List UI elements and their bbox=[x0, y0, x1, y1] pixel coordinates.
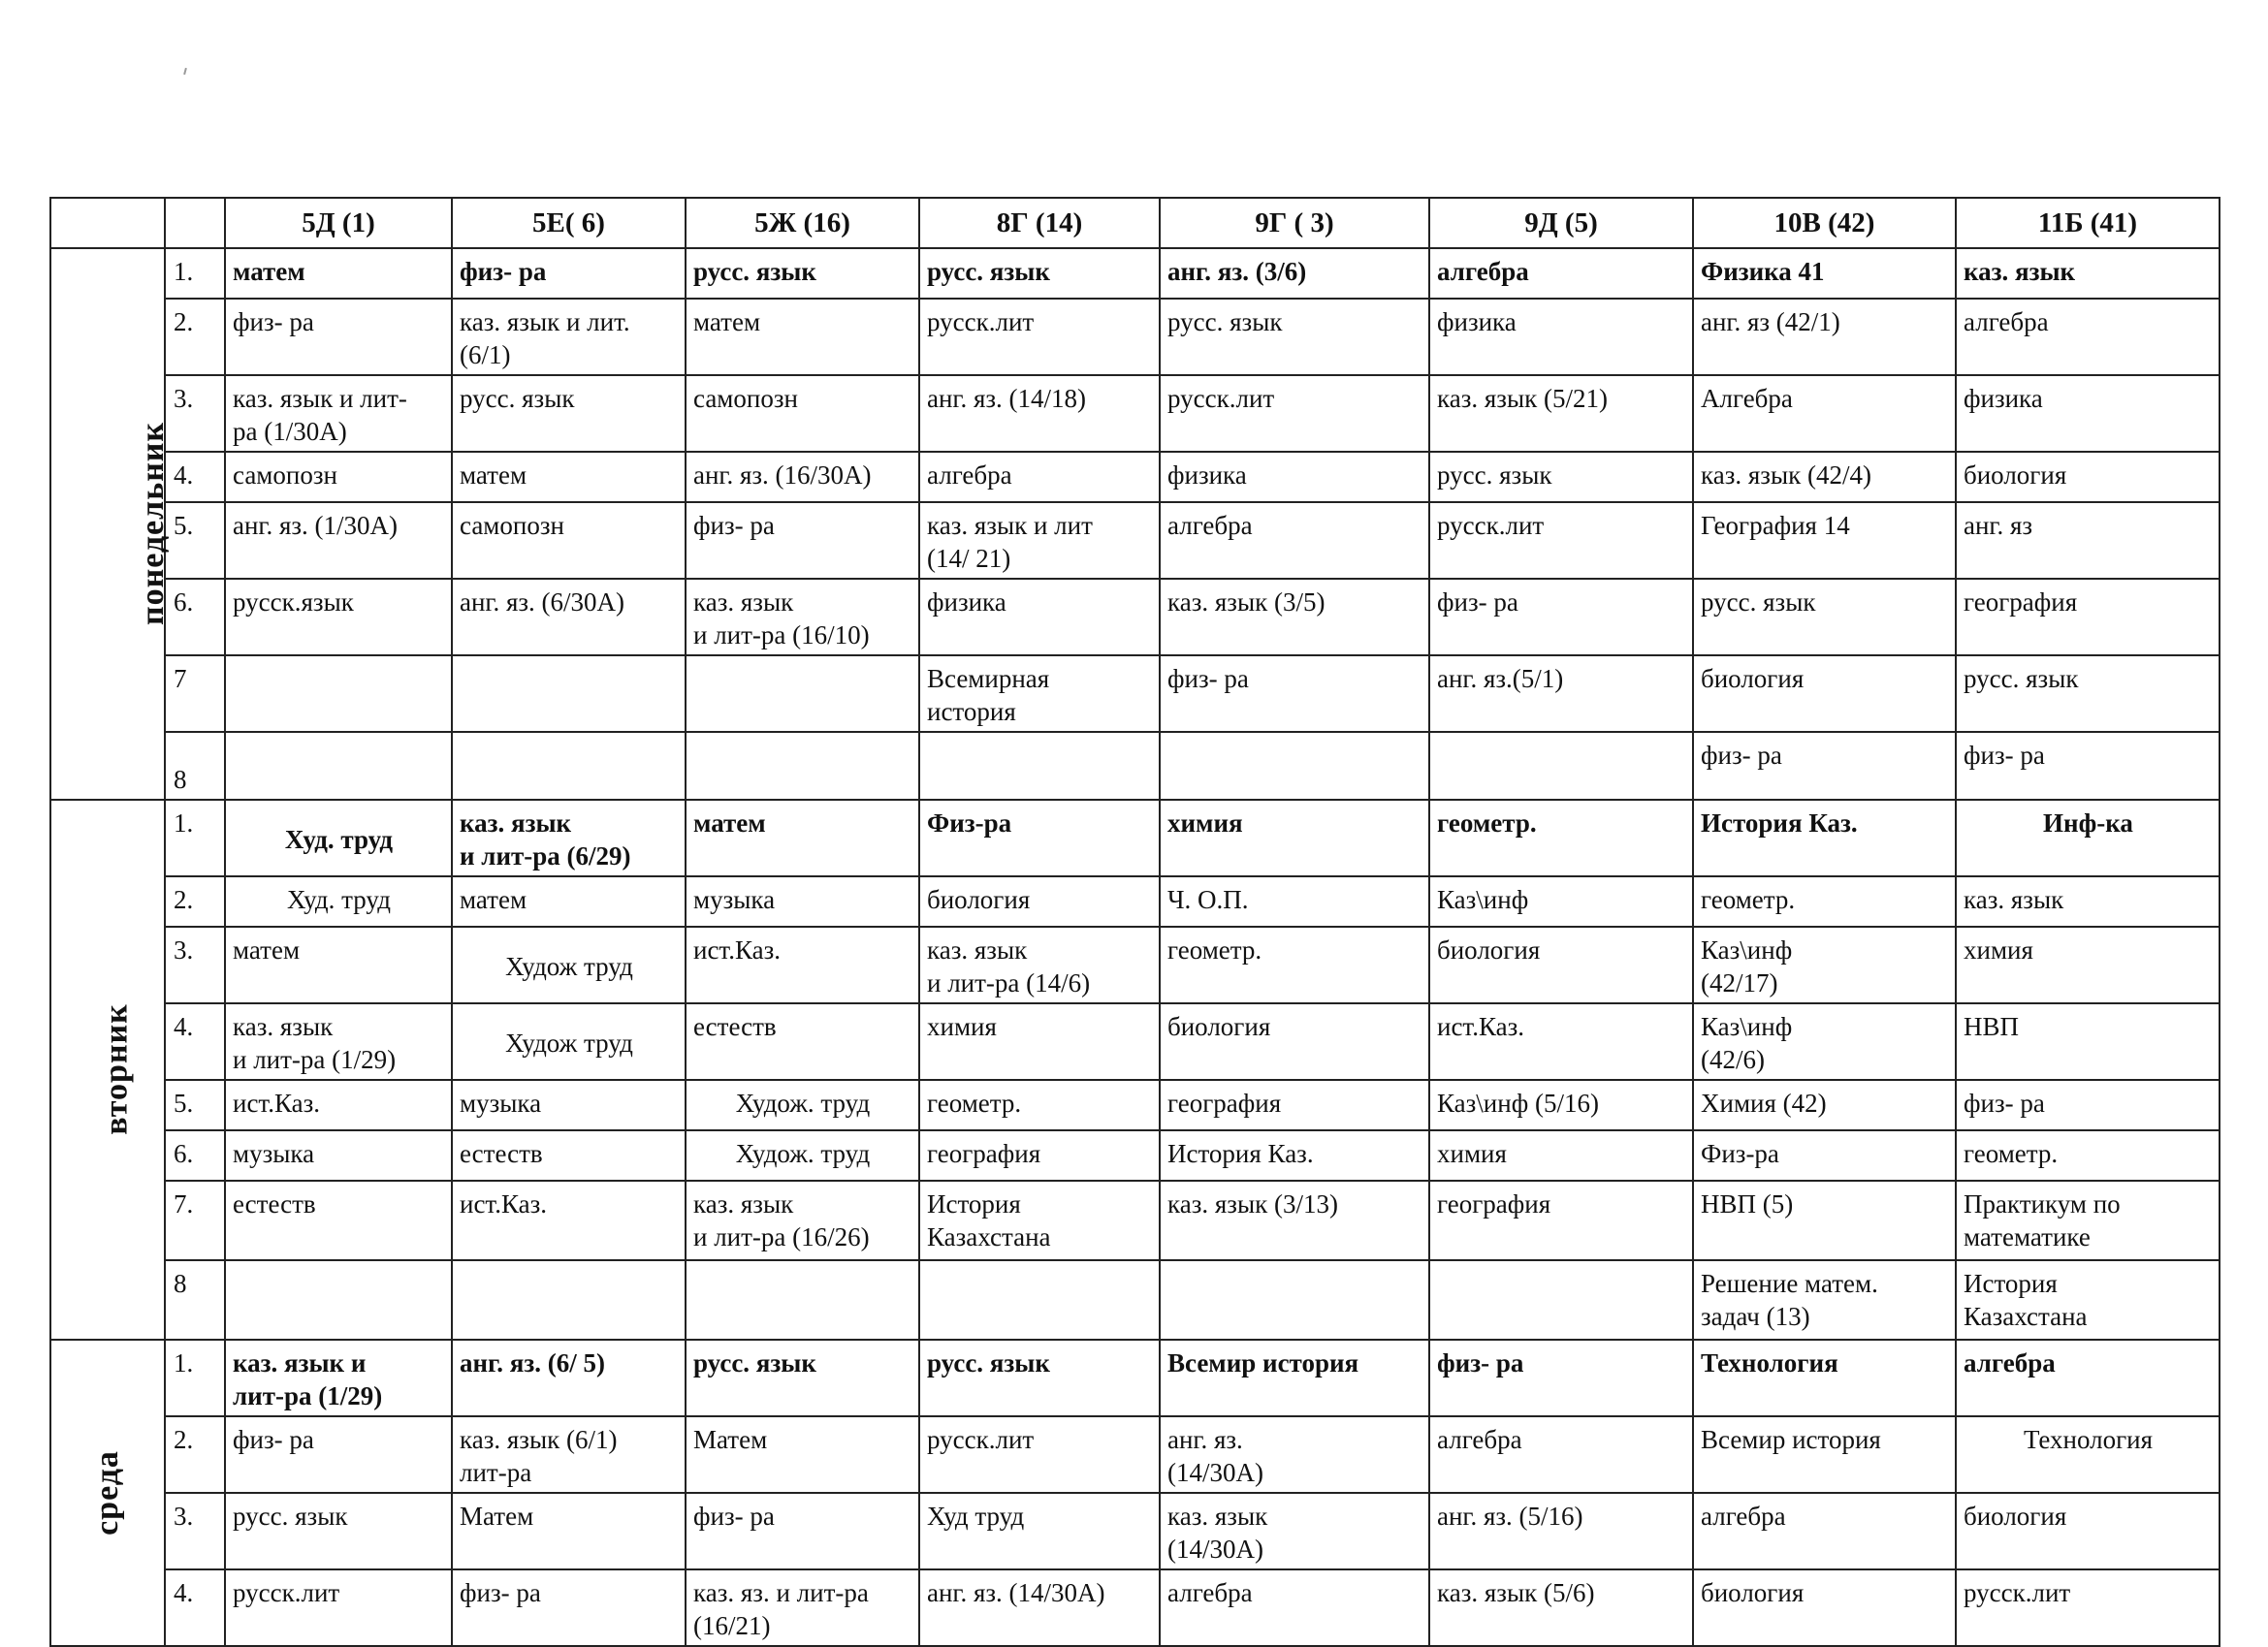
subject-cell: История Каз. bbox=[1693, 800, 1956, 876]
subject-cell bbox=[452, 1260, 686, 1340]
subject-cell: НВП bbox=[1956, 1003, 2220, 1080]
subject-cell: Решение матем. задач (13) bbox=[1693, 1260, 1956, 1340]
subject-cell: матем bbox=[225, 248, 452, 299]
subject-cell: физ- ра bbox=[1956, 732, 2220, 800]
lesson-number: 8 bbox=[165, 732, 225, 800]
lesson-number: 1. bbox=[165, 1340, 225, 1416]
subject-cell: каз. язык bbox=[1956, 248, 2220, 299]
subject-cell: русс. язык bbox=[1429, 452, 1693, 502]
subject-cell: геометр. bbox=[1693, 876, 1956, 927]
subject-cell: География 14 bbox=[1693, 502, 1956, 579]
lesson-number: 6. bbox=[165, 579, 225, 655]
lesson-number: 3. bbox=[165, 1493, 225, 1569]
subject-cell bbox=[919, 1260, 1160, 1340]
subject-cell: геометр. bbox=[1429, 800, 1693, 876]
subject-cell: каз. язык и лит-ра (16/10) bbox=[686, 579, 919, 655]
subject-cell: русск.лит bbox=[1429, 502, 1693, 579]
subject-cell: матем bbox=[225, 927, 452, 1003]
subject-cell: русск.лит bbox=[1160, 375, 1429, 452]
subject-cell: матем bbox=[686, 800, 919, 876]
subject-cell: Каз\инф (5/16) bbox=[1429, 1080, 1693, 1130]
subject-cell: каз. яз. и лит-ра (16/21) bbox=[686, 1569, 919, 1646]
lesson-row bbox=[50, 1340, 2220, 1416]
schedule-table bbox=[49, 197, 2220, 1647]
subject-cell: Матем bbox=[686, 1416, 919, 1493]
lesson-row bbox=[50, 1493, 2220, 1569]
subject-cell: физ- ра bbox=[1429, 1340, 1693, 1416]
subject-cell: Химия (42) bbox=[1693, 1080, 1956, 1130]
subject-cell: каз. язык bbox=[1956, 876, 2220, 927]
subject-cell: анг. яз bbox=[1956, 502, 2220, 579]
subject-cell: каз. язык (6/1) лит-ра bbox=[452, 1416, 686, 1493]
subject-cell bbox=[225, 655, 452, 732]
subject-cell: русс. язык bbox=[686, 1340, 919, 1416]
subject-cell: анг. яз. (3/6) bbox=[1160, 248, 1429, 299]
subject-cell: география bbox=[1160, 1080, 1429, 1130]
lesson-row bbox=[50, 655, 2220, 732]
subject-cell: Алгебра bbox=[1693, 375, 1956, 452]
subject-cell: ист.Каз. bbox=[225, 1080, 452, 1130]
subject-cell: каз. язык и лит-ра (14/6) bbox=[919, 927, 1160, 1003]
lesson-number: 7 bbox=[165, 655, 225, 732]
subject-cell: биология bbox=[1693, 1569, 1956, 1646]
subject-cell: алгебра bbox=[1956, 1340, 2220, 1416]
lesson-row bbox=[50, 299, 2220, 375]
lesson-row bbox=[50, 1181, 2220, 1260]
subject-cell: русск.лит bbox=[919, 299, 1160, 375]
day-name: вторник bbox=[98, 1003, 135, 1135]
subject-cell: самопозн bbox=[225, 452, 452, 502]
subject-cell: анг. яз. (14/30А) bbox=[1160, 1416, 1429, 1493]
lesson-row bbox=[50, 927, 2220, 1003]
subject-cell: Худож. труд bbox=[686, 1130, 919, 1181]
subject-cell: Худож труд bbox=[452, 1003, 686, 1080]
lesson-number: 1. bbox=[165, 248, 225, 299]
class-header: 5Е( 6) bbox=[452, 198, 686, 248]
day-name: понедельник bbox=[134, 422, 171, 625]
subject-cell: Физ-ра bbox=[919, 800, 1160, 876]
subject-cell: анг. яз. (6/30А) bbox=[452, 579, 686, 655]
subject-cell: анг. яз. (5/16) bbox=[1429, 1493, 1693, 1569]
subject-cell: алгебра bbox=[1429, 248, 1693, 299]
subject-cell: русс. язык bbox=[225, 1493, 452, 1569]
subject-cell: каз. язык и лит (14/ 21) bbox=[919, 502, 1160, 579]
subject-cell bbox=[452, 655, 686, 732]
lesson-number: 7. bbox=[165, 1181, 225, 1260]
subject-cell: естеств bbox=[452, 1130, 686, 1181]
subject-cell: самопозн bbox=[452, 502, 686, 579]
subject-cell: Худож труд bbox=[452, 927, 686, 1003]
header-row bbox=[50, 198, 2220, 248]
lesson-row bbox=[50, 1130, 2220, 1181]
lesson-number: 4. bbox=[165, 1003, 225, 1080]
subject-cell bbox=[1429, 1260, 1693, 1340]
subject-cell: ист.Каз. bbox=[1429, 1003, 1693, 1080]
subject-cell: Всемир история bbox=[1693, 1416, 1956, 1493]
corner-cell-day bbox=[50, 198, 165, 248]
subject-cell: История Казахстана bbox=[1956, 1260, 2220, 1340]
subject-cell: алгебра bbox=[1693, 1493, 1956, 1569]
subject-cell: русск.лит bbox=[919, 1416, 1160, 1493]
class-header: 10В (42) bbox=[1693, 198, 1956, 248]
subject-cell: русс. язык bbox=[919, 248, 1160, 299]
class-header: 5Ж (16) bbox=[686, 198, 919, 248]
lesson-number: 1. bbox=[165, 800, 225, 876]
subject-cell: русс. язык bbox=[1693, 579, 1956, 655]
subject-cell: алгебра bbox=[1160, 1569, 1429, 1646]
subject-cell: Физика 41 bbox=[1693, 248, 1956, 299]
subject-cell: геометр. bbox=[919, 1080, 1160, 1130]
day-label bbox=[50, 800, 165, 1340]
subject-cell: История Каз. bbox=[1160, 1130, 1429, 1181]
lesson-row bbox=[50, 1080, 2220, 1130]
subject-cell: матем bbox=[452, 452, 686, 502]
lesson-number: 3. bbox=[165, 375, 225, 452]
subject-cell bbox=[1160, 1260, 1429, 1340]
subject-cell: русск.лит bbox=[225, 1569, 452, 1646]
lesson-row bbox=[50, 876, 2220, 927]
subject-cell: география bbox=[1429, 1181, 1693, 1260]
lesson-row bbox=[50, 375, 2220, 452]
subject-cell: Худ. труд bbox=[225, 876, 452, 927]
subject-cell: анг. яз (42/1) bbox=[1693, 299, 1956, 375]
subject-cell: химия bbox=[1429, 1130, 1693, 1181]
lesson-row bbox=[50, 579, 2220, 655]
subject-cell: география bbox=[1956, 579, 2220, 655]
subject-cell bbox=[452, 732, 686, 800]
subject-cell: анг. яз. (1/30А) bbox=[225, 502, 452, 579]
schedule-body bbox=[50, 248, 2220, 1646]
lesson-number: 6. bbox=[165, 1130, 225, 1181]
subject-cell: физ- ра bbox=[452, 248, 686, 299]
subject-cell: каз. язык (3/13) bbox=[1160, 1181, 1429, 1260]
subject-cell: физ- ра bbox=[1429, 579, 1693, 655]
lesson-row bbox=[50, 1260, 2220, 1340]
subject-cell: Технология bbox=[1956, 1416, 2220, 1493]
subject-cell: анг. яз.(5/1) bbox=[1429, 655, 1693, 732]
lesson-row bbox=[50, 1416, 2220, 1493]
subject-cell: каз. язык (5/21) bbox=[1429, 375, 1693, 452]
subject-cell: Матем bbox=[452, 1493, 686, 1569]
subject-cell: химия bbox=[1956, 927, 2220, 1003]
subject-cell: матем bbox=[452, 876, 686, 927]
lesson-number: 3. bbox=[165, 927, 225, 1003]
subject-cell: Каз\инф (42/17) bbox=[1693, 927, 1956, 1003]
class-header: 8Г (14) bbox=[919, 198, 1160, 248]
subject-cell: физика bbox=[1160, 452, 1429, 502]
subject-cell: Худ. труд bbox=[225, 800, 452, 876]
subject-cell bbox=[686, 732, 919, 800]
subject-cell: каз. язык (5/6) bbox=[1429, 1569, 1693, 1646]
subject-cell: биология bbox=[1160, 1003, 1429, 1080]
subject-cell: каз. язык и лит- ра (1/30А) bbox=[225, 375, 452, 452]
subject-cell: каз. язык и лит-ра (6/29) bbox=[452, 800, 686, 876]
subject-cell: Каз\инф (42/6) bbox=[1693, 1003, 1956, 1080]
subject-cell: алгебра bbox=[1956, 299, 2220, 375]
subject-cell: алгебра bbox=[1160, 502, 1429, 579]
lesson-number: 8 bbox=[165, 1260, 225, 1340]
subject-cell: география bbox=[919, 1130, 1160, 1181]
subject-cell: алгебра bbox=[1429, 1416, 1693, 1493]
subject-cell: Практикум по математике bbox=[1956, 1181, 2220, 1260]
lesson-number: 5. bbox=[165, 502, 225, 579]
subject-cell: Каз\инф bbox=[1429, 876, 1693, 927]
subject-cell: Ч. О.П. bbox=[1160, 876, 1429, 927]
subject-cell: Худ труд bbox=[919, 1493, 1160, 1569]
subject-cell: русс. язык bbox=[452, 375, 686, 452]
subject-cell: биология bbox=[1429, 927, 1693, 1003]
lesson-row bbox=[50, 1569, 2220, 1646]
subject-cell: Худож. труд bbox=[686, 1080, 919, 1130]
subject-cell: биология bbox=[1956, 452, 2220, 502]
subject-cell: каз. язык и лит-ра (16/26) bbox=[686, 1181, 919, 1260]
subject-cell: каз. язык и лит-ра (1/29) bbox=[225, 1340, 452, 1416]
lesson-row bbox=[50, 732, 2220, 800]
subject-cell: История Казахстана bbox=[919, 1181, 1160, 1260]
subject-cell: естеств bbox=[225, 1181, 452, 1260]
subject-cell: Физ-ра bbox=[1693, 1130, 1956, 1181]
subject-cell: русс. язык bbox=[686, 248, 919, 299]
subject-cell: ист.Каз. bbox=[686, 927, 919, 1003]
subject-cell: анг. яз. (6/ 5) bbox=[452, 1340, 686, 1416]
corner-cell-lesson bbox=[165, 198, 225, 248]
subject-cell: музыка bbox=[686, 876, 919, 927]
subject-cell: физ- ра bbox=[1693, 732, 1956, 800]
subject-cell: химия bbox=[1160, 800, 1429, 876]
subject-cell: музыка bbox=[225, 1130, 452, 1181]
subject-cell: физ- ра bbox=[225, 1416, 452, 1493]
subject-cell: химия bbox=[919, 1003, 1160, 1080]
class-header: 11Б (41) bbox=[1956, 198, 2220, 248]
subject-cell: русс. язык bbox=[919, 1340, 1160, 1416]
lesson-number: 2. bbox=[165, 1416, 225, 1493]
subject-cell: ист.Каз. bbox=[452, 1181, 686, 1260]
subject-cell: Всемирная история bbox=[919, 655, 1160, 732]
subject-cell: самопозн bbox=[686, 375, 919, 452]
subject-cell bbox=[225, 1260, 452, 1340]
subject-cell: физика bbox=[1429, 299, 1693, 375]
subject-cell: биология bbox=[1693, 655, 1956, 732]
lesson-row bbox=[50, 452, 2220, 502]
subject-cell: Инф-ка bbox=[1956, 800, 2220, 876]
subject-cell: физ- ра bbox=[686, 502, 919, 579]
subject-cell: каз. язык (42/4) bbox=[1693, 452, 1956, 502]
subject-cell: физ- ра bbox=[686, 1493, 919, 1569]
subject-cell: анг. яз. (14/30А) bbox=[919, 1569, 1160, 1646]
subject-cell: алгебра bbox=[919, 452, 1160, 502]
subject-cell: физ- ра bbox=[1160, 655, 1429, 732]
lesson-number: 2. bbox=[165, 299, 225, 375]
subject-cell bbox=[1160, 732, 1429, 800]
lesson-row bbox=[50, 800, 2220, 876]
subject-cell bbox=[686, 1260, 919, 1340]
subject-cell: каз. язык (3/5) bbox=[1160, 579, 1429, 655]
subject-cell: НВП (5) bbox=[1693, 1181, 1956, 1260]
lesson-number: 4. bbox=[165, 1569, 225, 1646]
subject-cell: каз. язык и лит-ра (1/29) bbox=[225, 1003, 452, 1080]
subject-cell: русс. язык bbox=[1160, 299, 1429, 375]
subject-cell: физика bbox=[1956, 375, 2220, 452]
lesson-row bbox=[50, 502, 2220, 579]
subject-cell: русс. язык bbox=[1956, 655, 2220, 732]
subject-cell: биология bbox=[1956, 1493, 2220, 1569]
subject-cell: каз. язык (14/30А) bbox=[1160, 1493, 1429, 1569]
subject-cell bbox=[919, 732, 1160, 800]
subject-cell: физ- ра bbox=[452, 1569, 686, 1646]
subject-cell: матем bbox=[686, 299, 919, 375]
subject-cell: музыка bbox=[452, 1080, 686, 1130]
subject-cell bbox=[225, 732, 452, 800]
subject-cell bbox=[686, 655, 919, 732]
lesson-row bbox=[50, 1003, 2220, 1080]
lesson-number: 4. bbox=[165, 452, 225, 502]
subject-cell: Всемир история bbox=[1160, 1340, 1429, 1416]
subject-cell bbox=[1429, 732, 1693, 800]
subject-cell: физика bbox=[919, 579, 1160, 655]
subject-cell: физ- ра bbox=[1956, 1080, 2220, 1130]
subject-cell: геометр. bbox=[1160, 927, 1429, 1003]
subject-cell: Технология bbox=[1693, 1340, 1956, 1416]
lesson-number: 2. bbox=[165, 876, 225, 927]
lesson-number: 5. bbox=[165, 1080, 225, 1130]
subject-cell: биология bbox=[919, 876, 1160, 927]
class-header: 5Д (1) bbox=[225, 198, 452, 248]
subject-cell: анг. яз. (14/18) bbox=[919, 375, 1160, 452]
subject-cell: физ- ра bbox=[225, 299, 452, 375]
day-label bbox=[50, 248, 171, 800]
day-name: среда bbox=[89, 1449, 125, 1536]
subject-cell: русск.язык bbox=[225, 579, 452, 655]
subject-cell: каз. язык и лит. (6/1) bbox=[452, 299, 686, 375]
subject-cell: русск.лит bbox=[1956, 1569, 2220, 1646]
lesson-row bbox=[50, 248, 2220, 299]
subject-cell: анг. яз. (16/30А) bbox=[686, 452, 919, 502]
day-label bbox=[50, 1340, 165, 1646]
subject-cell: естеств bbox=[686, 1003, 919, 1080]
class-header: 9Д (5) bbox=[1429, 198, 1693, 248]
subject-cell: геометр. bbox=[1956, 1130, 2220, 1181]
class-header: 9Г ( 3) bbox=[1160, 198, 1429, 248]
scan-speck bbox=[183, 68, 187, 75]
